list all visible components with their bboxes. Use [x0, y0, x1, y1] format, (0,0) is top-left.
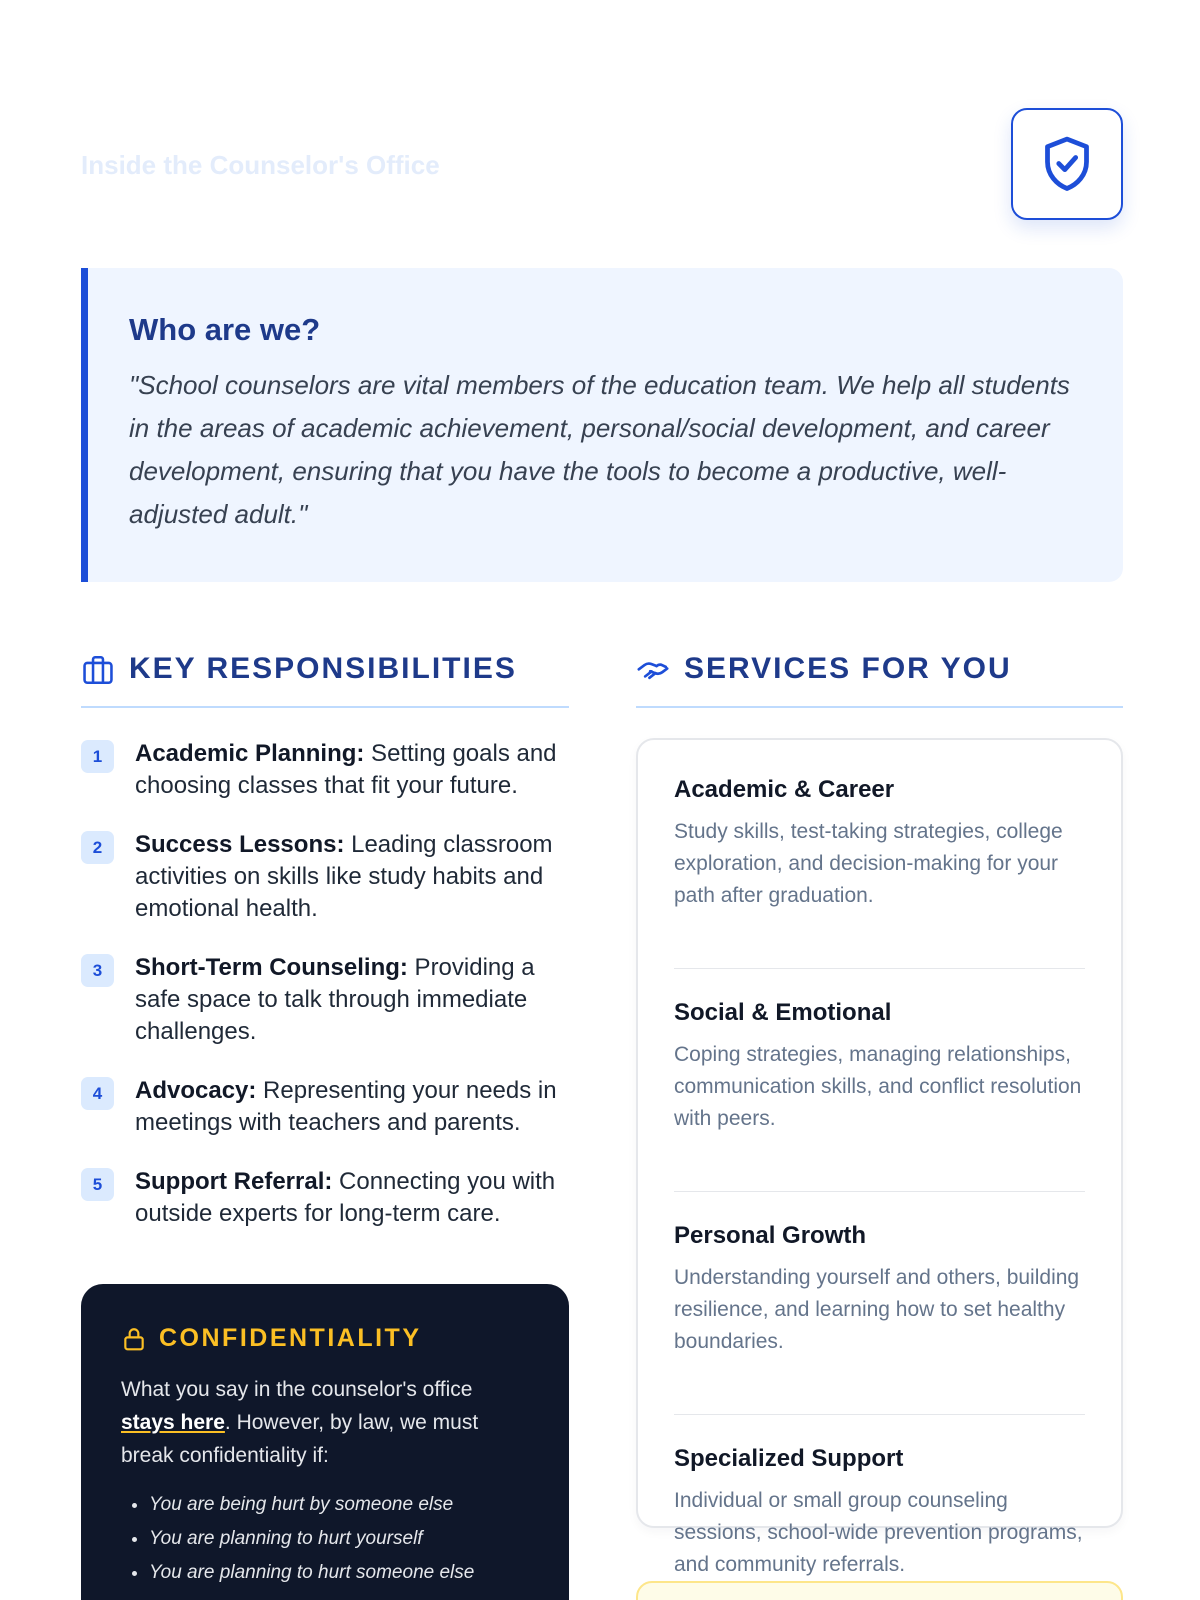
item-number: 4: [81, 1077, 114, 1110]
list-item: [81, 1166, 581, 1230]
item-number: 2: [81, 831, 114, 864]
confidentiality-text: [121, 1373, 529, 1472]
service-title: Personal Growth: [674, 1222, 867, 1249]
responsibilities-list: [81, 738, 581, 1257]
who-title: Who are we?: [129, 312, 321, 347]
item-text: [135, 1075, 581, 1139]
item-term: Advocacy:: [135, 1077, 257, 1104]
page-title: Inside the Counselor's Office: [81, 150, 440, 180]
note-panel: [636, 1581, 1123, 1600]
item-number: 1: [81, 740, 114, 773]
list-item: [81, 829, 581, 925]
item-description: Leading classroom activities on skills like study habits and emotional health.: [135, 831, 553, 922]
list-item: [81, 952, 581, 1048]
who-are-we-panel: [81, 268, 1123, 582]
responsibilities-heading-label: KEY RESPONSIBILITIES: [129, 652, 517, 685]
confidentiality-text-end: . However, by law, we must break confidentiality if:: [121, 1411, 479, 1467]
item-text: [135, 829, 581, 925]
shield-check-icon: [1041, 134, 1093, 194]
confidentiality-heading-label: CONFIDENTIALITY: [159, 1324, 422, 1352]
item-text: [135, 1166, 581, 1230]
service-title: Social & Emotional: [674, 999, 892, 1026]
list-item: [81, 1075, 581, 1139]
service-description: Coping strategies, managing relationships, communication skills, and conflict resolution with peers.: [674, 1043, 1082, 1130]
confidentiality-text-start: What you say in the counselor's office: [121, 1378, 473, 1401]
service-item: [674, 776, 1085, 969]
item-description: Representing your needs in meetings with teachers and parents.: [135, 1077, 557, 1136]
confidentiality-emphasis: stays here: [121, 1411, 225, 1434]
service-item: [674, 1445, 1085, 1600]
service-item: [674, 1222, 1085, 1415]
services-card: [636, 738, 1123, 1576]
confidentiality-panel: [81, 1284, 569, 1600]
item-text: [135, 738, 581, 802]
item-term: Academic Planning:: [135, 740, 365, 767]
service-description: Individual or small group counseling sessions, school-wide prevention programs, and community referrals.: [674, 1489, 1083, 1576]
item-term: Support Referral:: [135, 1168, 333, 1195]
list-item: • You are being hurt by someone else: [149, 1488, 529, 1522]
service-title: Academic & Career: [674, 776, 895, 803]
item-description: Setting goals and choosing classes that fit your future.: [135, 740, 557, 799]
list-item: • You are planning to hurt yourself: [149, 1522, 529, 1556]
item-term: Success Lessons:: [135, 831, 345, 858]
responsibilities-heading: [81, 650, 569, 708]
list-item: [81, 738, 581, 802]
briefcase-icon: [81, 653, 115, 687]
who-quote: "School counselors are vital members of the education team. We help all students in the areas of academic achievement, personal/social development, and career development, ensuring that you have the tools to become a productive, well-adjusted adult.": [129, 370, 1070, 529]
confidentiality-heading: [121, 1324, 529, 1353]
lock-icon: [121, 1326, 147, 1352]
item-term: Short-Term Counseling:: [135, 954, 408, 981]
service-description: Understanding yourself and others, building resilience, and learning how to set healthy boundaries.: [674, 1266, 1080, 1353]
handshake-icon: [636, 653, 670, 687]
shield-badge: [1011, 108, 1123, 220]
item-text: [135, 952, 581, 1048]
service-title: Specialized Support: [674, 1445, 904, 1472]
item-description: Providing a safe space to talk through immediate challenges.: [135, 954, 535, 1045]
item-description: Connecting you with outside experts for long-term care.: [135, 1168, 556, 1227]
services-heading-label: SERVICES FOR YOU: [684, 652, 1012, 685]
confidentiality-exceptions: [121, 1488, 529, 1590]
services-heading: [636, 650, 1123, 708]
service-description: Study skills, test-taking strategies, college exploration, and decision-making for your path after graduation.: [674, 820, 1063, 907]
list-item: • You are planning to hurt someone else: [149, 1556, 529, 1590]
item-number: 3: [81, 954, 114, 987]
service-item: [674, 999, 1085, 1192]
item-number: 5: [81, 1168, 114, 1201]
